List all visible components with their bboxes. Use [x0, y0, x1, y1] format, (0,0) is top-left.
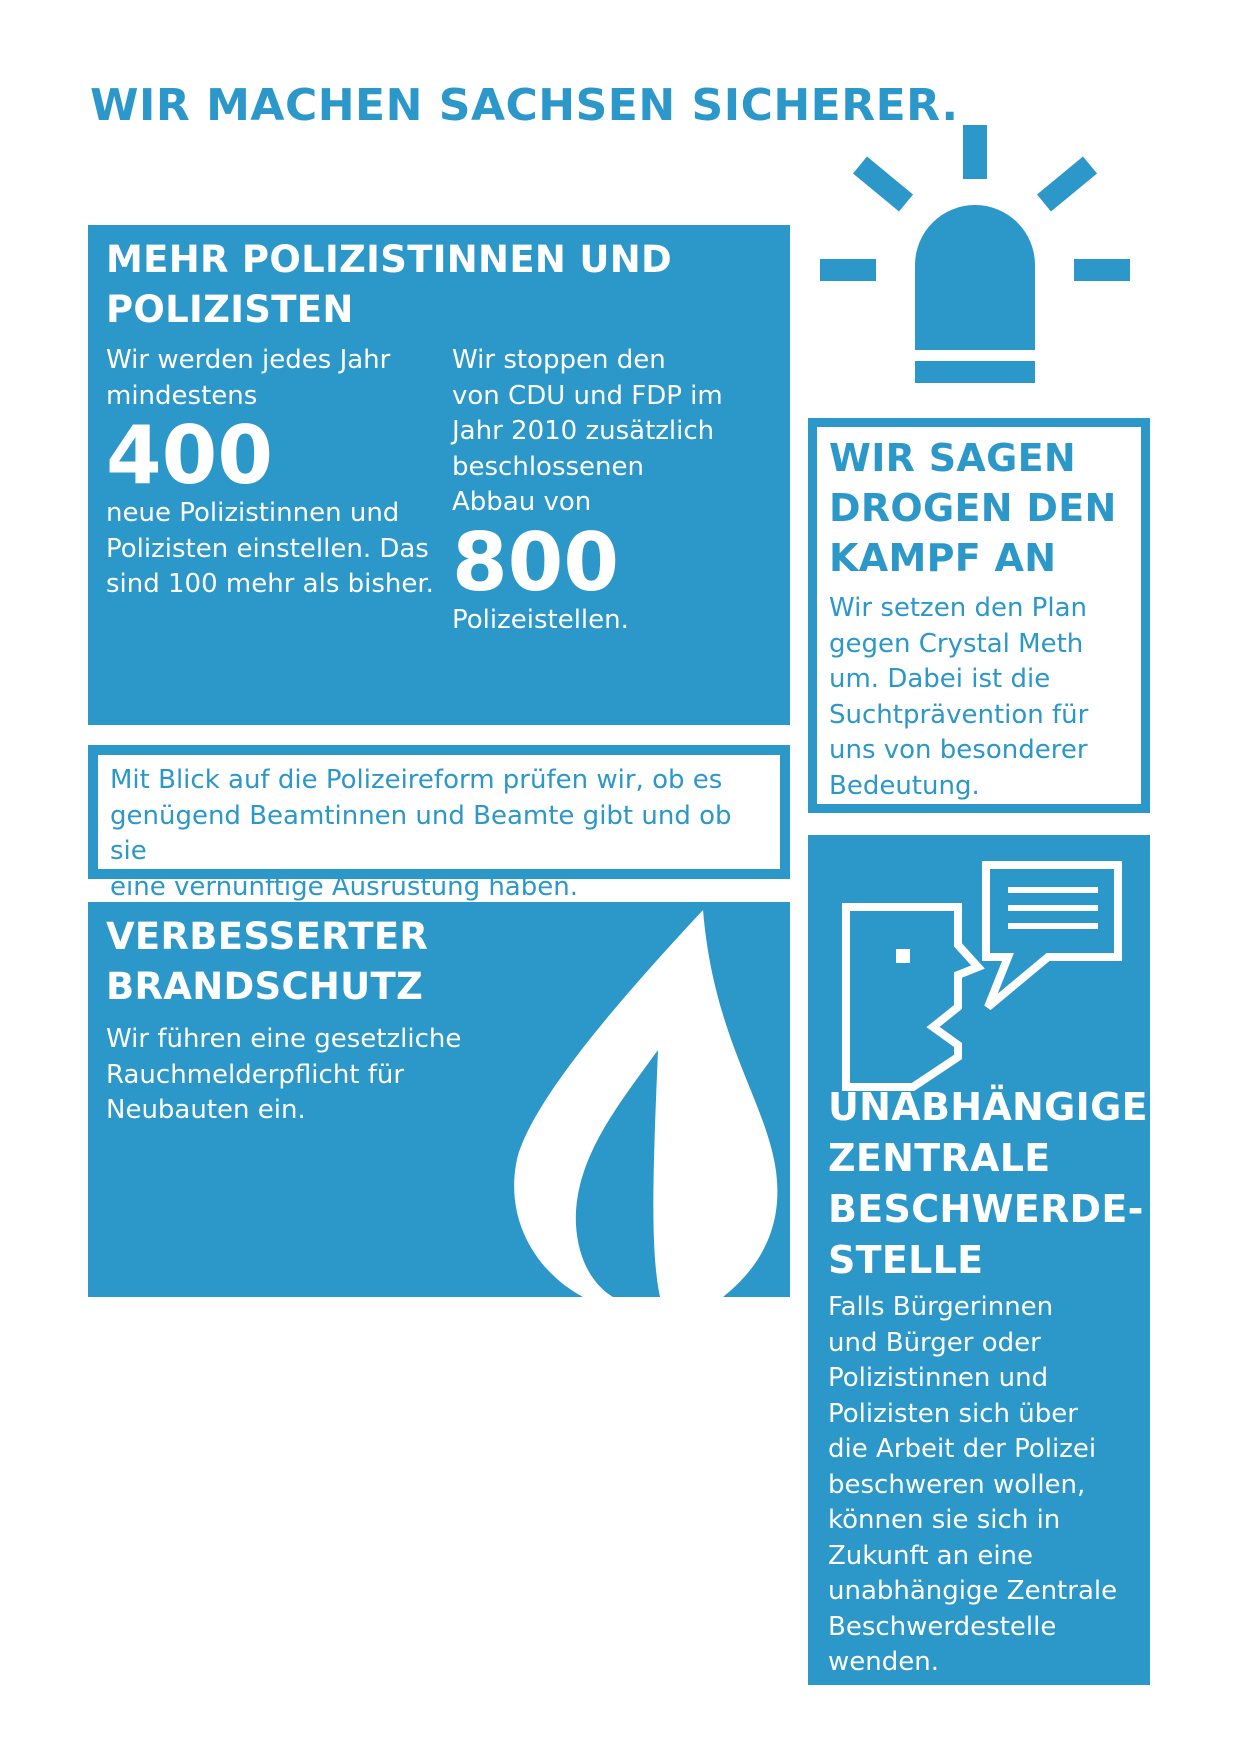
police-left-line: Polizisten einstellen. Das [106, 533, 429, 564]
drugs-heading-2: DROGEN DEN [829, 486, 1117, 530]
reform-line: eine vernünftige Ausrüstung haben. [110, 871, 578, 902]
fire-box [88, 902, 790, 1297]
complaint-line: Polizistinnen und [828, 1363, 1049, 1393]
police-left-line: sind 100 mehr als bisher. [106, 569, 434, 599]
drugs-heading-1: WIR SAGEN [829, 436, 1076, 480]
police-number-400: 400 [106, 409, 273, 502]
complaint-heading-4: STELLE [828, 1238, 984, 1282]
fire-heading-2: BRANDSCHUTZ [106, 965, 424, 1008]
police-right-line: von CDU und FDP im [452, 380, 723, 411]
drugs-line: um. Dabei ist die [829, 664, 1051, 694]
complaint-line: wenden. [828, 1647, 939, 1677]
drugs-line: uns von besonderer [829, 735, 1088, 765]
complaint-line: beschweren wollen, [828, 1469, 1086, 1500]
complaint-heading-1: UNABHÄNGIGE [828, 1085, 1148, 1129]
police-left-line: neue Polizistinnen und [106, 498, 400, 528]
reform-box [88, 745, 790, 902]
fire-line: Rauchmelderpflicht für [106, 1059, 405, 1090]
complaint-heading-2: ZENTRALE [828, 1136, 1051, 1180]
complaint-line: können sie sich in [828, 1505, 1061, 1535]
drugs-line: gegen Crystal Meth [829, 628, 1084, 659]
police-right-line: beschlossenen [452, 451, 644, 482]
complaint-line: unabhängige Zentrale [828, 1576, 1118, 1606]
drugs-line: Wir setzen den Plan [829, 593, 1087, 623]
police-right-column [452, 343, 782, 638]
police-left-line: mindestens [106, 380, 258, 411]
complaint-line: die Arbeit der Polizei [828, 1434, 1097, 1464]
complaint-box [808, 835, 1150, 1685]
page-title: WIR MACHEN SACHSEN SICHERER. [90, 80, 959, 131]
speech-icon [838, 857, 1128, 1097]
complaint-heading-3: BESCHWERDE- [828, 1187, 1144, 1231]
siren-icon [820, 125, 1130, 385]
drugs-box [808, 418, 1150, 813]
reform-line: Mit Blick auf die Polizeireform prüfen wir, ob es [110, 765, 723, 795]
police-right-line: Abbau von [452, 487, 592, 517]
fire-heading-1: VERBESSERTER [106, 915, 429, 958]
police-right-line: Jahr 2010 zusätzlich [452, 416, 715, 446]
fire-line: Neubauten ein. [106, 1095, 306, 1125]
fire-line: Wir führen eine gesetzliche [106, 1024, 462, 1054]
police-left-line: Wir werden jedes Jahr [106, 345, 391, 375]
flame-icon [498, 910, 788, 1297]
drugs-heading-3: KAMPF AN [829, 536, 1057, 580]
complaint-line: und Bürger oder [828, 1327, 1041, 1358]
drugs-line: Bedeutung. [829, 770, 980, 801]
police-right-line: Wir stoppen den [452, 345, 666, 375]
police-heading-1: MEHR POLIZISTINNEN UND [106, 238, 672, 281]
complaint-line: Zukunft an eine [828, 1540, 1034, 1571]
police-heading-2: POLIZISTEN [106, 288, 354, 331]
police-right-line: Polizeistellen. [452, 604, 629, 635]
complaint-line: Beschwerdestelle [828, 1611, 1057, 1642]
complaint-line: Falls Bürgerinnen [828, 1292, 1054, 1322]
police-left-column [106, 343, 436, 603]
complaint-line: Polizisten sich über [828, 1398, 1078, 1429]
drugs-line: Suchtprävention für [829, 699, 1089, 730]
reform-line: genügend Beamtinnen und Beamte gibt und ob sie [110, 800, 732, 866]
police-number-800: 800 [452, 515, 619, 609]
police-box [88, 225, 790, 725]
